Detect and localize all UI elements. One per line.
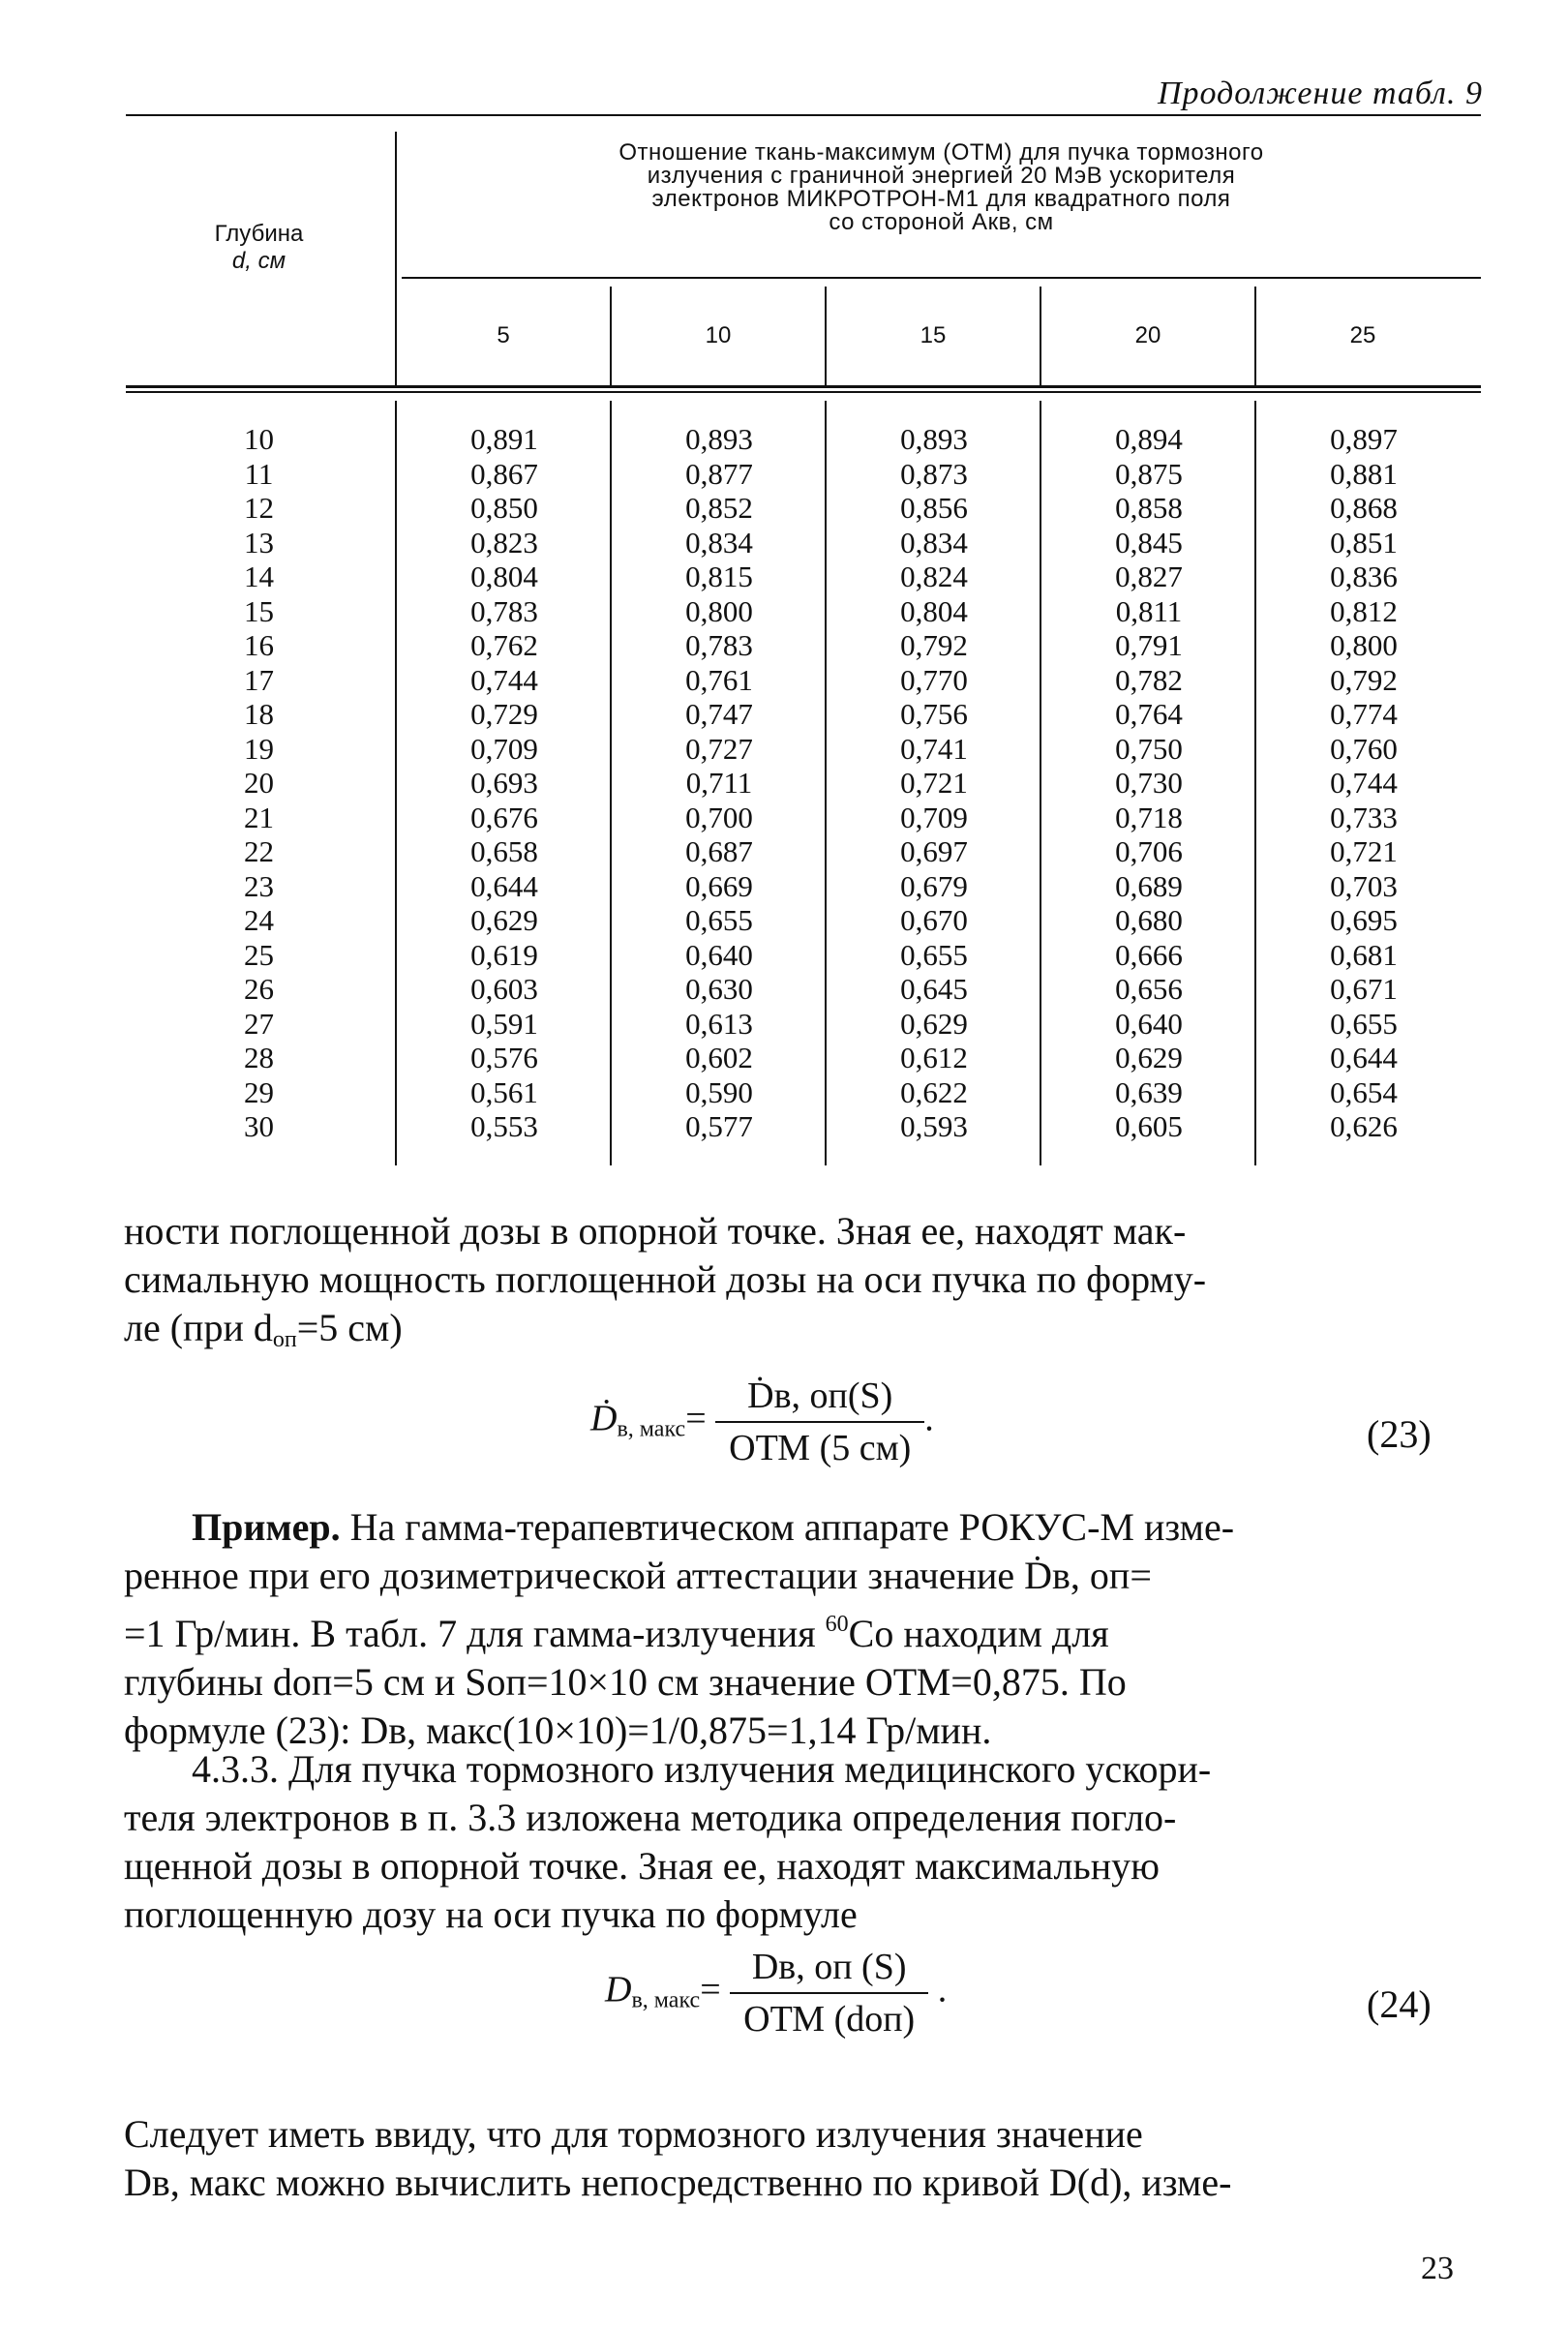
otm-value-cell: 0,679 [900, 868, 968, 903]
otm-value-cell: 0,640 [1115, 1006, 1183, 1041]
otm-value-cell: 0,693 [470, 766, 538, 800]
otm-value-cell: 0,852 [685, 491, 753, 525]
otm-value-cell: 0,881 [1330, 456, 1398, 491]
paragraph-bremsstrahlung [124, 2110, 1481, 2207]
otm-value-cell: 0,658 [470, 834, 538, 868]
otm-value-cell: 0,655 [685, 903, 753, 937]
otm-value-cell: 0,747 [685, 697, 753, 731]
text-line: ренное при его дозиметрической аттестации значение Ḋв, оп= [124, 1554, 1152, 1597]
text-fragment: На гамма-терапевтическом аппарате РОКУС-М изме- [340, 1505, 1235, 1549]
otm-value-cell: 0,744 [1330, 766, 1398, 800]
text-line: глубины dоп=5 см и Sоп=10×10 см значение ОТМ=0,875. По [124, 1660, 1127, 1704]
example-label: Пример. [192, 1505, 341, 1549]
otm-value-cell: 0,577 [685, 1109, 753, 1143]
depth-cell: 21 [244, 800, 274, 834]
otm-value-cell: 0,756 [900, 697, 968, 731]
otm-header-line: Отношение ткань-максимум (ОТМ) для пучка тормозного [618, 139, 1264, 166]
text-line: щенной дозы в опорной точке. Зная ее, находят максимальную [124, 1844, 1160, 1888]
otm-value-cell: 0,730 [1115, 766, 1183, 800]
otm-value-cell: 0,875 [1115, 456, 1183, 491]
otm-value-cell: 0,836 [1330, 559, 1398, 593]
otm-value-cell: 0,612 [900, 1041, 968, 1074]
otm-value-cell: 0,733 [1330, 800, 1398, 834]
depth-cell: 18 [244, 697, 274, 731]
field-size-header: 25 [1349, 322, 1376, 348]
otm-value-cell: 0,669 [685, 868, 753, 903]
otm-value-cell: 0,619 [470, 937, 538, 972]
otm-value-cell: 0,800 [685, 593, 753, 628]
otm-value-cell: 0,640 [685, 937, 753, 972]
otm-value-cell: 0,851 [1330, 525, 1398, 559]
formula-fraction [715, 1375, 924, 1469]
otm-value-cell: 0,553 [470, 1109, 538, 1143]
depth-cell: 19 [244, 731, 274, 766]
otm-value-cell: 0,602 [685, 1041, 753, 1074]
otm-value-cell: 0,850 [470, 491, 538, 525]
otm-value-cell: 0,800 [1330, 628, 1398, 662]
otm-value-cell: 0,654 [1330, 1074, 1398, 1109]
otm-value-cell: 0,695 [1330, 903, 1398, 937]
otm-value-cell: 0,823 [470, 525, 538, 559]
otm-value-cell: 0,834 [900, 525, 968, 559]
depth-header-line-1: Глубина [214, 221, 304, 247]
otm-value-cell: 0,655 [900, 937, 968, 972]
otm-value-cell: 0,629 [470, 903, 538, 937]
depth-cell: 22 [244, 834, 274, 868]
text-line: симальную мощность поглощенной дозы на оси пучка по форму- [124, 1257, 1207, 1301]
otm-value-cell: 0,873 [900, 456, 968, 491]
text-line: поглощенную дозу на оси пучка по формуле [124, 1892, 858, 1936]
otm-value-cell: 0,783 [685, 628, 753, 662]
otm-value-cell: 0,891 [470, 422, 538, 456]
otm-value-cell: 0,622 [900, 1074, 968, 1109]
otm-value-cell: 0,774 [1330, 697, 1398, 731]
otm-value-cell: 0,711 [685, 766, 753, 800]
otm-value-cell: 0,897 [1330, 422, 1398, 456]
otm-value-cell: 0,689 [1115, 868, 1183, 903]
otm-value-cell: 0,750 [1115, 731, 1183, 766]
table-continuation-caption: Продолжение табл. 9 [1157, 76, 1483, 111]
otm-value-cell: 0,593 [900, 1109, 968, 1143]
otm-value-cell: 0,670 [900, 903, 968, 937]
otm-value-cell: 0,744 [470, 662, 538, 697]
formula-denominator: ОТМ (dоп) [743, 1999, 916, 2040]
otm-value-cell: 0,639 [1115, 1074, 1183, 1109]
otm-value-cell: 0,856 [900, 491, 968, 525]
header-bottom-rule [126, 385, 1481, 388]
otm-value-cell: 0,791 [1115, 628, 1183, 662]
text-fragment: ле (при d [124, 1306, 273, 1349]
otm-value-cell: 0,603 [470, 972, 538, 1006]
text-fragment: Co находим для [848, 1612, 1109, 1655]
otm-values-column-25 [1256, 422, 1471, 1144]
otm-value-cell: 0,824 [900, 559, 968, 593]
field-size-header: 10 [705, 322, 732, 348]
formula-fraction [730, 1946, 928, 2041]
text-line: Dв, макс можно вычислить непосредственно по кривой D(d), изме- [124, 2161, 1232, 2204]
paragraph-example [124, 1503, 1481, 1755]
text-line [124, 1503, 1481, 1552]
otm-value-cell: 0,629 [1115, 1041, 1183, 1074]
otm-value-cell: 0,811 [1115, 593, 1183, 628]
depth-cell: 14 [244, 559, 274, 593]
text-line [124, 1600, 1481, 1658]
otm-value-cell: 0,644 [1330, 1041, 1398, 1074]
depth-cell: 23 [244, 868, 274, 903]
otm-values-column-15 [827, 422, 1041, 1144]
text-line: Следует иметь ввиду, что для тормозного излучения значение [124, 2112, 1143, 2156]
page-number: 23 [1421, 2251, 1454, 2286]
otm-value-cell: 0,644 [470, 868, 538, 903]
otm-value-cell: 0,827 [1115, 559, 1183, 593]
formula-23: Ḋ$_{в, макс}$= $\frac{\text{Ḋв, оп(S)}}{\text{ОТМ (5 см)}}$ . [590, 1376, 934, 1468]
otm-value-cell: 0,561 [470, 1074, 538, 1109]
formula-lhs-sub: в, макс [617, 1416, 686, 1442]
depth-cell: 17 [244, 662, 274, 697]
otm-value-cell: 0,867 [470, 456, 538, 491]
header-bottom-rule-2 [126, 391, 1481, 393]
otm-value-cell: 0,591 [470, 1006, 538, 1041]
otm-value-cell: 0,613 [685, 1006, 753, 1041]
paragraph-reference-dose [124, 1207, 1481, 1364]
equation-number-23: (23) [1367, 1412, 1432, 1456]
text-line: теля электронов в п. 3.3 изложена методика определения погло- [124, 1796, 1177, 1839]
otm-value-cell: 0,868 [1330, 491, 1398, 525]
otm-value-cell: 0,676 [470, 800, 538, 834]
otm-values-column-10 [612, 422, 827, 1144]
otm-value-cell: 0,770 [900, 662, 968, 697]
text-line [124, 1304, 1481, 1364]
otm-value-cell: 0,655 [1330, 1006, 1398, 1041]
depth-cell: 20 [244, 766, 274, 800]
depth-cell: 15 [244, 593, 274, 628]
otm-value-cell: 0,764 [1115, 697, 1183, 731]
subscript: оп [272, 1327, 297, 1352]
otm-value-cell: 0,697 [900, 834, 968, 868]
otm-values-column-20 [1041, 422, 1256, 1144]
formula-numerator: Dв, оп (S) [730, 1946, 928, 1994]
otm-value-cell: 0,877 [685, 456, 753, 491]
table-top-rule [126, 114, 1481, 116]
otm-value-cell: 0,576 [470, 1041, 538, 1074]
text-fragment: =1 Гр/мин. В табл. 7 для гамма-излучения [124, 1612, 826, 1655]
depth-cell: 30 [244, 1109, 274, 1143]
otm-value-cell: 0,680 [1115, 903, 1183, 937]
otm-header-line: излучения с граничной энергией 20 МэВ ускорителя [647, 163, 1236, 189]
otm-value-cell: 0,792 [1330, 662, 1398, 697]
otm-value-cell: 0,590 [685, 1074, 753, 1109]
depth-cell: 25 [244, 937, 274, 972]
depth-cell: 26 [244, 972, 274, 1006]
formula-numerator: Ḋв, оп(S) [715, 1375, 924, 1423]
otm-value-cell: 0,666 [1115, 937, 1183, 972]
formula-lhs-sub: в, макс [631, 1987, 701, 2013]
otm-value-cell: 0,727 [685, 731, 753, 766]
paragraph-4-3-3 [124, 1745, 1481, 1939]
otm-value-cell: 0,834 [685, 525, 753, 559]
field-size-header: 20 [1134, 322, 1161, 348]
otm-value-cell: 0,721 [1330, 834, 1398, 868]
otm-value-cell: 0,681 [1330, 937, 1398, 972]
depth-cell: 27 [244, 1006, 274, 1041]
depth-cell: 16 [244, 628, 274, 662]
otm-value-cell: 0,762 [470, 628, 538, 662]
otm-value-cell: 0,741 [900, 731, 968, 766]
otm-value-cell: 0,629 [900, 1006, 968, 1041]
otm-value-cell: 0,706 [1115, 834, 1183, 868]
otm-header-line: со стороной Aкв, см [829, 209, 1054, 235]
formula-24: $D_{в, макс}=$ $\frac{Dв, оп (S)}{\text{ОТМ (dоп)}}$ . [605, 1947, 948, 2040]
otm-value-cell: 0,709 [900, 800, 968, 834]
formula-denominator: ОТМ (5 см) [729, 1428, 912, 1468]
otm-value-cell: 0,792 [900, 628, 968, 662]
equation-number-24: (24) [1367, 1982, 1432, 2026]
text-line: формуле (23): Dв, макс(10×10)=1/0,875=1,14 Гр/мин. [124, 1708, 992, 1752]
depth-cell: 12 [244, 491, 274, 525]
text-fragment: =5 см) [296, 1306, 403, 1349]
otm-value-cell: 0,858 [1115, 491, 1183, 525]
depth-column-header [126, 221, 392, 275]
otm-value-cell: 0,605 [1115, 1109, 1183, 1143]
depth-cell: 13 [244, 525, 274, 559]
depth-cell: 28 [244, 1041, 274, 1074]
otm-value-cell: 0,894 [1115, 422, 1183, 456]
depth-cell: 10 [244, 422, 274, 456]
depth-cell: 24 [244, 903, 274, 937]
otm-value-cell: 0,626 [1330, 1109, 1398, 1143]
otm-value-cell: 0,893 [685, 422, 753, 456]
otm-value-cell: 0,671 [1330, 972, 1398, 1006]
field-size-header: 15 [920, 322, 947, 348]
otm-column-header [402, 141, 1481, 234]
otm-value-cell: 0,804 [470, 559, 538, 593]
depth-cell: 29 [244, 1074, 274, 1109]
text-line: ности поглощенной дозы в опорной точке. Зная ее, находят мак- [124, 1209, 1187, 1253]
field-size-header: 5 [497, 322, 510, 348]
otm-value-cell: 0,721 [900, 766, 968, 800]
otm-value-cell: 0,687 [685, 834, 753, 868]
formula-lhs: D [605, 1969, 632, 2011]
depth-values-column [126, 422, 392, 1144]
otm-value-cell: 0,718 [1115, 800, 1183, 834]
otm-value-cell: 0,812 [1330, 593, 1398, 628]
header-mid-rule [402, 277, 1481, 279]
otm-value-cell: 0,700 [685, 800, 753, 834]
otm-value-cell: 0,656 [1115, 972, 1183, 1006]
formula-lhs: Ḋ [590, 1398, 618, 1439]
otm-value-cell: 0,760 [1330, 731, 1398, 766]
otm-value-cell: 0,703 [1330, 868, 1398, 903]
superscript: 60 [825, 1612, 849, 1637]
otm-values-column-5 [397, 422, 612, 1144]
otm-value-cell: 0,782 [1115, 662, 1183, 697]
otm-value-cell: 0,709 [470, 731, 538, 766]
depth-cell: 11 [244, 456, 274, 491]
otm-value-cell: 0,815 [685, 559, 753, 593]
otm-value-cell: 0,645 [900, 972, 968, 1006]
otm-header-line: электронов МИКРОТРОН-М1 для квадратного поля [651, 186, 1231, 212]
otm-value-cell: 0,630 [685, 972, 753, 1006]
depth-header-line-2: d, см [231, 248, 286, 274]
otm-value-cell: 0,729 [470, 697, 538, 731]
otm-value-cell: 0,804 [900, 593, 968, 628]
otm-value-cell: 0,893 [900, 422, 968, 456]
text-line: 4.3.3. Для пучка тормозного излучения медицинского ускори- [192, 1747, 1212, 1791]
otm-value-cell: 0,761 [685, 662, 753, 697]
otm-value-cell: 0,845 [1115, 525, 1183, 559]
otm-value-cell: 0,783 [470, 593, 538, 628]
